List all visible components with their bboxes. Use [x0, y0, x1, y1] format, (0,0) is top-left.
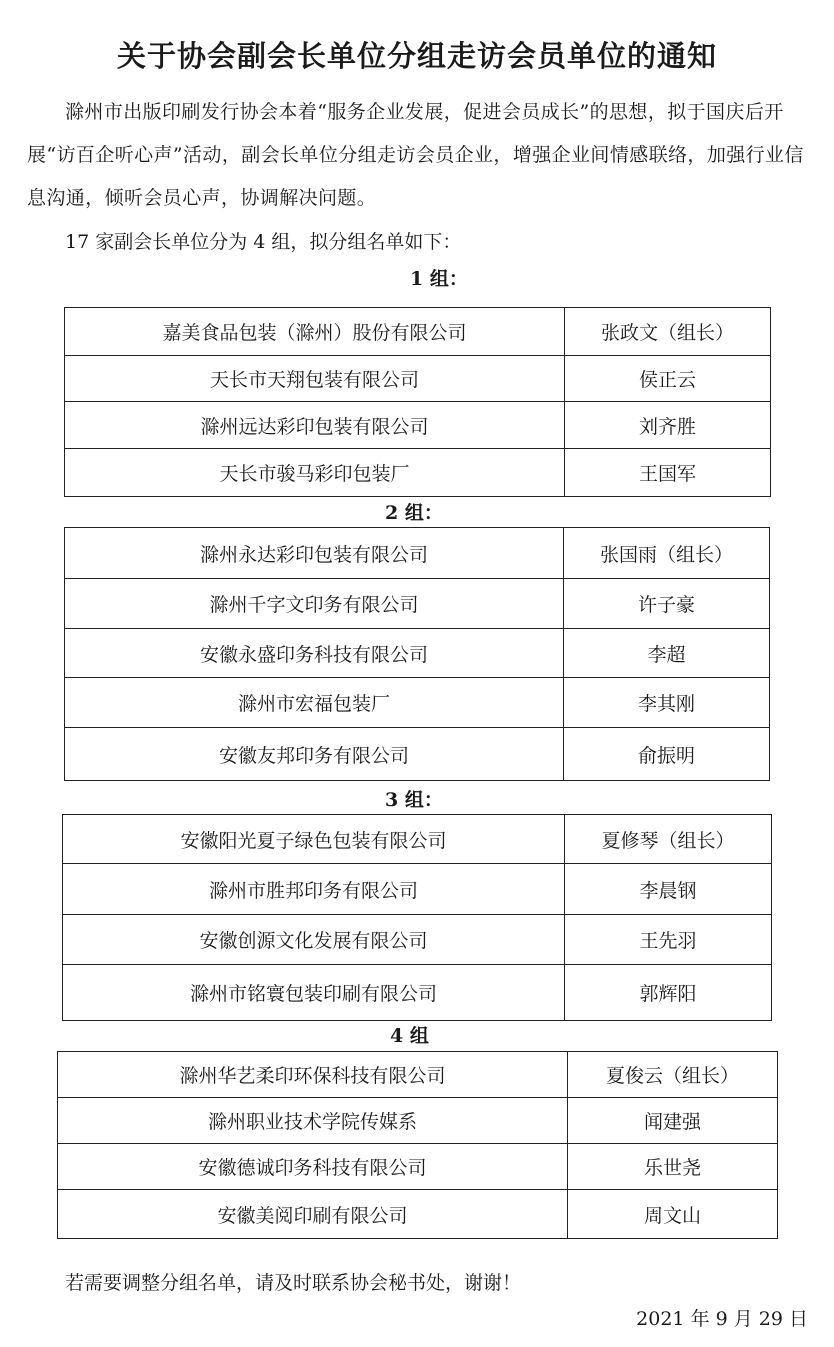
person-cell: 俞振明: [564, 728, 770, 781]
person-cell: 王先羽: [565, 915, 772, 965]
person-cell: 李超: [564, 629, 770, 678]
group-2-label: 2 组：: [385, 502, 443, 524]
table-row: [65, 449, 771, 497]
person-cell: 李晨钢: [565, 864, 772, 915]
table-row: [65, 528, 770, 579]
company-cell: 滁州市宏福包装厂: [65, 678, 564, 728]
company-cell: 天长市天翔包装有限公司: [65, 356, 565, 402]
company-cell: 滁州市铭寰包装印刷有限公司: [63, 965, 565, 1021]
table-row: [65, 402, 771, 449]
person-cell: 许子豪: [564, 579, 770, 629]
person-cell: 闻建强: [568, 1098, 778, 1144]
closing-note: 若需要调整分组名单，请及时联系协会秘书处，谢谢！: [65, 1272, 522, 1294]
company-cell: 安徽友邦印务有限公司: [65, 728, 564, 781]
person-cell: 乐世尧: [568, 1144, 778, 1190]
group-3-table: [62, 814, 772, 1021]
company-cell: 安徽阳光夏子绿色包装有限公司: [63, 815, 565, 864]
table-row: [63, 915, 772, 965]
company-cell: 嘉美食品包装（滁州）股份有限公司: [65, 308, 565, 356]
company-cell: 安徽德诚印务科技有限公司: [58, 1144, 568, 1190]
group-4-label: 4 组: [390, 1025, 429, 1047]
table-row: [63, 965, 772, 1021]
group-intro: 17 家副会长单位分为 4 组，拟分组名单如下：: [65, 231, 462, 253]
company-cell: 安徽创源文化发展有限公司: [63, 915, 565, 965]
notice-date: 2021 年 9 月 29 日: [636, 1308, 808, 1330]
table-row: [65, 629, 770, 678]
company-cell: 滁州千字文印务有限公司: [65, 579, 564, 629]
group-1-label: 1 组：: [410, 268, 468, 290]
group-4-table: [57, 1051, 778, 1239]
person-cell: 侯正云: [565, 356, 771, 402]
table-row: [65, 579, 770, 629]
person-cell: 王国军: [565, 449, 771, 497]
company-cell: 安徽美阅印刷有限公司: [58, 1190, 568, 1239]
company-cell: 滁州华艺柔印环保科技有限公司: [58, 1052, 568, 1098]
table-row: [58, 1190, 778, 1239]
notice-paragraph: 滁州市出版印刷发行协会本着“服务企业发展，促进会员成长”的思想，拟于国庆后开展“访百企听心声”活动，副会长单位分组走访会员企业，增强企业间情感联络，加强行业信息沟通，倾听会员心声，协调解决问题。: [27, 101, 804, 209]
company-cell: 滁州市胜邦印务有限公司: [63, 864, 565, 915]
group-1-table: [64, 307, 771, 497]
table-row: [65, 356, 771, 402]
table-row: [58, 1098, 778, 1144]
person-cell: 周文山: [568, 1190, 778, 1239]
table-row: [65, 308, 771, 356]
person-cell: 郭辉阳: [565, 965, 772, 1021]
person-cell: 刘齐胜: [565, 402, 771, 449]
company-cell: 滁州远达彩印包装有限公司: [65, 402, 565, 449]
person-cell: 张政文（组长）: [565, 308, 771, 356]
company-cell: 滁州永达彩印包装有限公司: [65, 528, 564, 579]
group-2-table: [64, 527, 770, 781]
table-row: [58, 1144, 778, 1190]
table-row: [63, 864, 772, 915]
table-row: [65, 678, 770, 728]
company-cell: 滁州职业技术学院传媒系: [58, 1098, 568, 1144]
company-cell: 天长市骏马彩印包装厂: [65, 449, 565, 497]
person-cell: 夏修琴（组长）: [565, 815, 772, 864]
table-row: [58, 1052, 778, 1098]
group-3-label: 3 组：: [385, 789, 443, 811]
table-row: [63, 815, 772, 864]
person-cell: 李其刚: [564, 678, 770, 728]
person-cell: 夏俊云（组长）: [568, 1052, 778, 1098]
person-cell: 张国雨（组长）: [564, 528, 770, 579]
company-cell: 安徽永盛印务科技有限公司: [65, 629, 564, 678]
notice-title: 关于协会副会长单位分组走访会员单位的通知: [116, 39, 717, 73]
table-row: [65, 728, 770, 781]
